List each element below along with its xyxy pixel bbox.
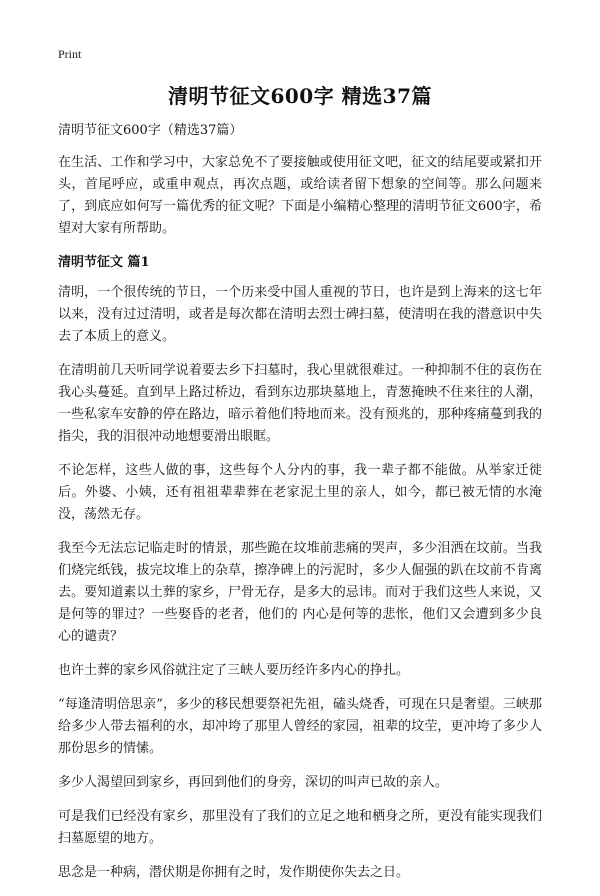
paragraph: 清明，一个很传统的节日，一个历来受中国人重视的节日，也许是到上海来的这七年以来，没有过过清明，或者是每次都在清明去烈士碑扫墓，使清明在我的潜意识中失去了本质上的意义。 <box>58 285 542 344</box>
paragraph: 多少人渴望回到家乡，再回到他们的身旁，深切的叫声已故的亲人。 <box>58 775 449 790</box>
article-body <box>58 120 542 896</box>
paragraph: 我至今无法忘记临走时的情景，那些跪在坟堆前悲痛的哭声，多少泪洒在坟前。当我们烧完纸钱，拔完坟堆上的杂草，擦净碑上的污泥时，多少人倔强的趴在坟前不肯离去。要知道素以土葬的家乡，尸骨无存，是多大的忌讳。而对于我们这些人来说，又是何等的罪过？一些娶昏的老者，他们的 内心是何等的悲怅，他们又会遭到多少良心的谴责？ <box>58 541 542 644</box>
paragraph: “每逢清明倍思亲”，多少的移民想要祭祀先祖，磕头烧香，可现在只是奢望。三峡那给多少人带去福利的水，却冲垮了那里人曾经的家园，祖辈的坟茔，更冲垮了多少人那份思乡的情愫。 <box>58 697 542 756</box>
paragraph: 在清明前几天听同学说着要去乡下扫墓时，我心里就很难过。一种抑制不住的哀伤在我心头蔓延。直到早上路过桥边，看到东边那块墓地上，青葱掩映不住来往的人潮，一些私家车安静的停在路边，暗示着他们特地而来。没有预兆的，那种疼痛蔓到我的指尖，我的泪很冲动地想要滑出眼眶。 <box>58 363 542 444</box>
print-link[interactable]: Print <box>58 47 82 61</box>
paragraph: 思念是一种病，潜伏期是你拥有之时，发作期使你失去之日。 <box>58 865 410 880</box>
paragraph: 可是我们已经没有家乡，那里没有了我们的立足之地和栖身之所，更没有能实现我们扫墓愿望的地方。 <box>58 809 542 846</box>
page-title: 清明节征文600字 精选37篇 <box>167 84 433 108</box>
paragraph: 不论怎样，这些人做的事，这些每个人分内的事，我一辈子都不能做。从举家迁徙后。外婆、小姨，还有祖祖辈辈葬在老家泥土里的亲人，如今，都已被无情的水淹没，荡然无存。 <box>58 463 542 522</box>
intro-paragraph: 在生活、工作和学习中，大家总免不了要接触或使用征文吧，征文的结尾要或紧扣开头，首尾呼应，或重申观点，再次点题，或给读者留下想象的空间等。那么问题来了，到底应如何写一篇优秀的征文呢？下面是小编精心整理的清明节征文600字，希望对大家有所帮助。 <box>58 155 542 236</box>
paragraph: 也许土葬的家乡风俗就注定了三峡人要历经许多内心的挣扎。 <box>58 663 410 678</box>
section-heading: 清明节征文 篇1 <box>58 255 150 270</box>
subtitle: 清明节征文600字（精选37篇） <box>58 123 243 138</box>
